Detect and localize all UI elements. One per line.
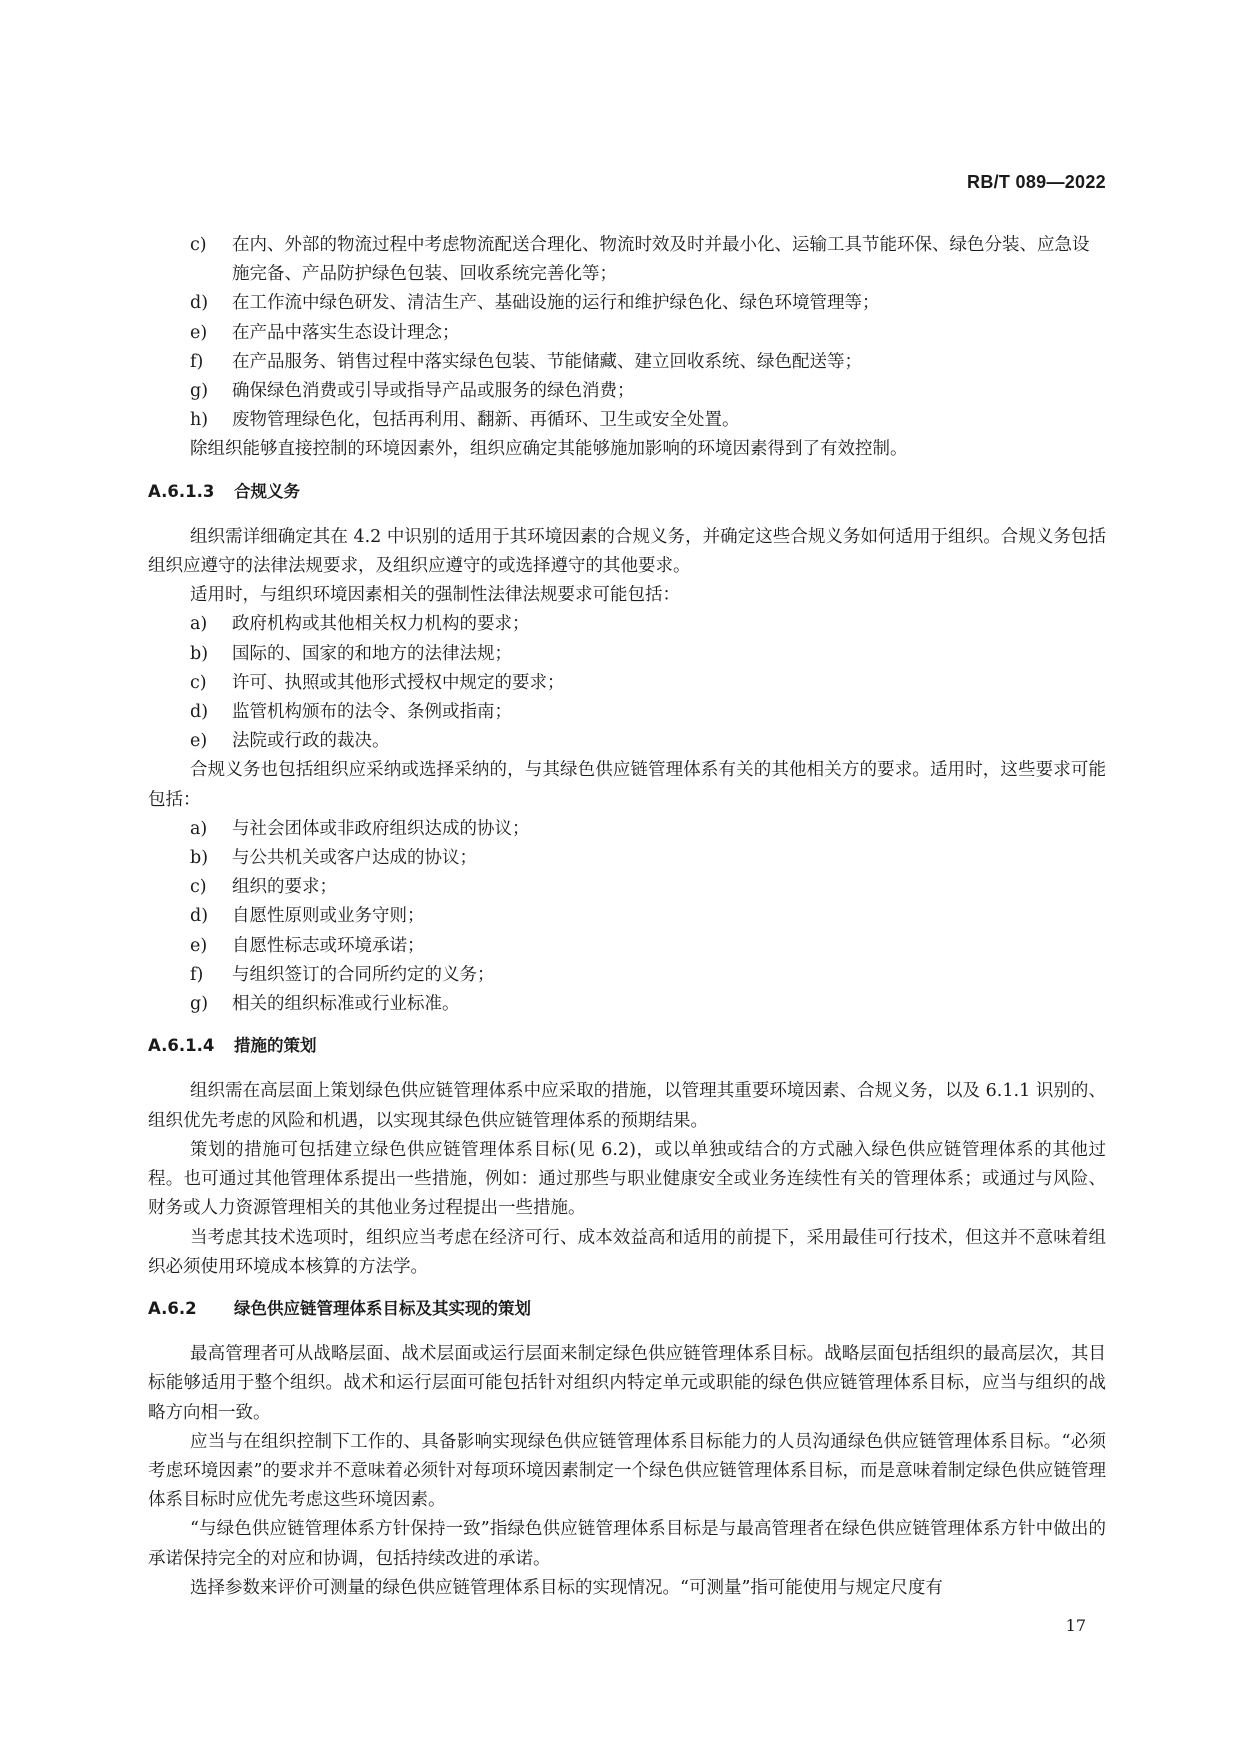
paragraph: 组织需详细确定其在 4.2 中识别的适用于其环境因素的合规义务，并确定这些合规义务如何适用于组织。合规义务包括组织应遵守的法律法规要求，及组织应遵守的或选择遵守的其他要求。	[148, 526, 1106, 577]
list-item	[148, 990, 1106, 1019]
list-item	[148, 289, 1106, 318]
legal-requirements-list	[148, 610, 1106, 756]
section-heading-a62	[148, 1294, 1106, 1323]
list-item	[148, 231, 1106, 289]
list-item	[148, 698, 1106, 727]
paragraph: 应当与在组织控制下工作的、具备影响实现绿色供应链管理体系目标能力的人员沟通绿色供应链管理体系目标。“必须考虑环境因素”的要求并不意味着必须针对每项环境因素制定一个绿色供应链管理体系目标，而是意味着制定绿色供应链管理体系目标时应优先考虑这些环境因素。	[148, 1431, 1106, 1511]
list-label: e)	[190, 322, 208, 343]
list-text: 在产品中落实生态设计理念；	[232, 322, 460, 343]
list-text: 在产品服务、销售过程中落实绿色包装、节能储藏、建立回收系统、绿色配送等；	[232, 351, 862, 372]
list-item	[148, 873, 1106, 902]
list-item	[148, 961, 1106, 990]
paragraph: 除组织能够直接控制的环境因素外，组织应确定其能够施加影响的环境因素得到了有效控制。	[190, 439, 908, 460]
list-item	[148, 669, 1106, 698]
list-text: 在工作流中绿色研发、清洁生产、基础设施的运行和维护绿色化、绿色环境管理等；	[232, 293, 880, 314]
other-requirements-list	[148, 815, 1106, 1019]
list-text: 政府机构或其他相关权力机构的要求；	[232, 614, 530, 635]
list-item	[148, 377, 1106, 406]
list-item	[148, 815, 1106, 844]
list-text: 许可、执照或其他形式授权中规定的要求；	[232, 672, 565, 693]
section-title: 合规义务	[234, 481, 300, 501]
paragraph: “与绿色供应链管理体系方针保持一致”指绿色供应链管理体系目标是与最高管理者在绿色供应链管理体系方针中做出的承诺保持完全的对应和协调，包括持续改进的承诺。	[148, 1519, 1106, 1569]
list-label: g)	[190, 994, 209, 1015]
list-label: a)	[190, 818, 208, 839]
list-label: d)	[190, 702, 209, 723]
list-text: 法院或行政的裁决。	[232, 731, 390, 752]
list-item	[148, 727, 1106, 756]
measures-list	[148, 231, 1106, 435]
list-text: 废物管理绿色化，包括再利用、翻新、再循环、卫生或安全处置。	[232, 410, 740, 431]
paragraph: 组织需在高层面上策划绿色供应链管理体系中应采取的措施，以管理其重要环境因素、合规义务，以及 6.1.1 识别的、组织优先考虑的风险和机遇，以实现其绿色供应链管理体系的预期结果。	[148, 1081, 1106, 1131]
list-item	[148, 319, 1106, 348]
list-item	[148, 932, 1106, 961]
paragraph: 适用时，与组织环境因素相关的强制性法律法规要求可能包括：	[190, 585, 680, 606]
section-title: 措施的策划	[234, 1036, 317, 1056]
list-item	[148, 406, 1106, 435]
list-label: c)	[190, 235, 207, 255]
section-title: 绿色供应链管理体系目标及其实现的策划	[234, 1298, 531, 1318]
list-label: c)	[190, 672, 207, 693]
list-label: b)	[190, 643, 209, 664]
list-item	[148, 844, 1106, 873]
paragraph: 当考虑其技术选项时，组织应当考虑在经济可行、成本效益高和适用的前提下，采用最佳可行技术，但这并不意味着组织必须使用环境成本核算的方法学。	[148, 1227, 1106, 1277]
list-item	[148, 348, 1106, 377]
list-label: e)	[190, 731, 208, 752]
list-text: 确保绿色消费或引导或指导产品或服务的绿色消费；	[232, 381, 635, 402]
page-body	[148, 231, 1106, 1603]
list-item	[148, 902, 1106, 931]
list-label: e)	[190, 935, 208, 956]
list-label: f)	[190, 964, 204, 985]
list-text: 自愿性原则或业务守则；	[232, 906, 425, 927]
list-label: f)	[190, 351, 204, 372]
list-label: d)	[190, 293, 209, 314]
list-text: 与社会团体或非政府组织达成的协议；	[232, 818, 530, 839]
list-item	[148, 610, 1106, 639]
section-heading-a614	[148, 1031, 1106, 1060]
list-text: 监管机构颁布的法令、条例或指南；	[232, 702, 512, 723]
list-text: 国际的、国家的和地方的法律法规；	[232, 643, 512, 664]
section-heading-a613	[148, 477, 1106, 506]
list-label: g)	[190, 381, 209, 402]
list-label: c)	[190, 877, 207, 898]
list-label: d)	[190, 906, 209, 927]
paragraph: 合规义务也包括组织应采纳或选择采纳的，与其绿色供应链管理体系有关的其他相关方的要求。适用时，这些要求可能包括：	[148, 760, 1106, 810]
section-number: A.6.1.4	[148, 1036, 215, 1056]
list-text: 组织的要求；	[232, 877, 337, 898]
list-text: 与公共机关或客户达成的协议；	[232, 848, 477, 869]
section-number: A.6.2	[148, 1298, 197, 1318]
page-number: 17	[1065, 1616, 1086, 1635]
list-label: b)	[190, 848, 209, 869]
list-item	[148, 640, 1106, 669]
paragraph: 选择参数来评价可测量的绿色供应链管理体系目标的实现情况。“可测量”指可能使用与规定尺度有	[190, 1577, 943, 1598]
list-label: h)	[190, 410, 209, 431]
paragraph: 策划的措施可包括建立绿色供应链管理体系目标(见 6.2)，或以单独或结合的方式融入绿色供应链管理体系的其他过程。也可通过其他管理体系提出一些措施，例如：通过那些与职业健康安全或业务连续性有关的管理体系；或通过与风险、财务或人力资源管理相关的其他业务过程提出一些措施。	[148, 1139, 1106, 1219]
list-label: a)	[190, 614, 208, 635]
list-text: 自愿性标志或环境承诺；	[232, 935, 425, 956]
list-text: 在内、外部的物流过程中考虑物流配送合理化、物流时效及时并最小化、运输工具节能环保、绿色分装、应急设施完备、产品防护绿色包装、回收系统完善化等；	[232, 235, 1090, 285]
list-text: 相关的组织标准或行业标准。	[232, 994, 460, 1015]
list-text: 与组织签订的合同所约定的义务；	[232, 964, 495, 985]
standard-number: RB/T 089—2022	[967, 172, 1106, 192]
section-number: A.6.1.3	[148, 481, 215, 501]
paragraph: 最高管理者可从战略层面、战术层面或运行层面来制定绿色供应链管理体系目标。战略层面包括组织的最高层次，其目标能够适用于整个组织。战术和运行层面可能包括针对组织内特定单元或职能的绿色供应链管理体系目标，应当与组织的战略方向相一致。	[148, 1344, 1106, 1423]
